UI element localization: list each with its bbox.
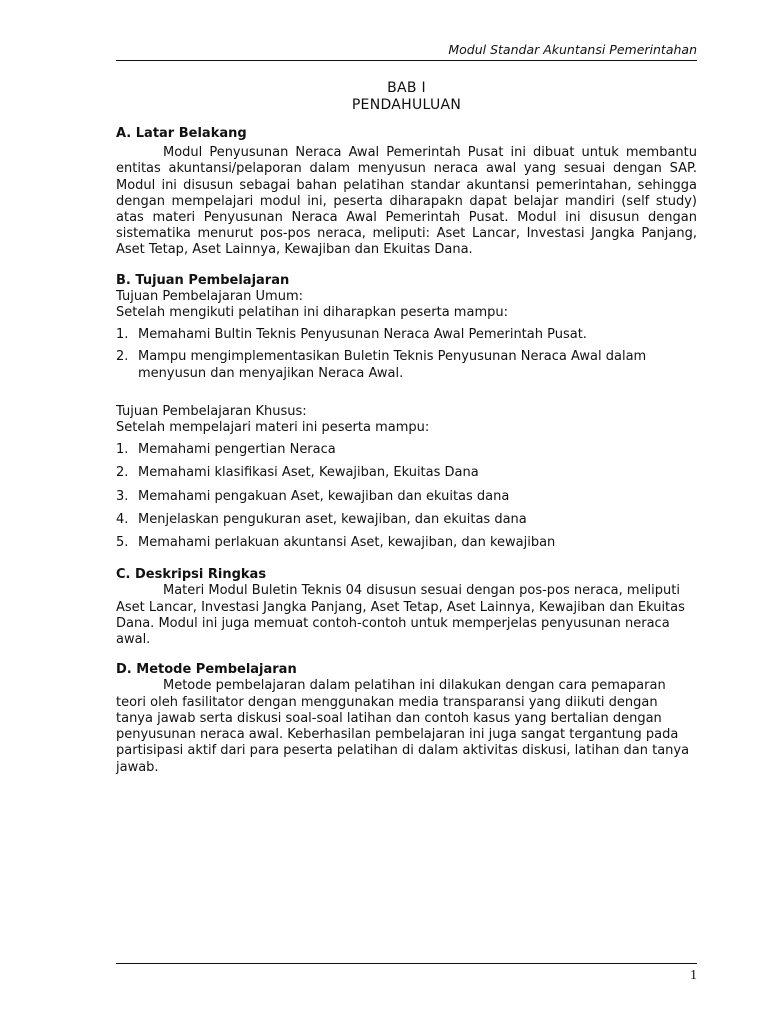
section-d-heading: D. Metode Pembelajaran <box>116 662 297 678</box>
list-item <box>116 327 697 343</box>
list-item-text: Menjelaskan pengukuran aset, kewajiban, dan ekuitas dana <box>138 511 527 527</box>
section-d-paragraph: Metode pembelajaran dalam pelatihan ini dilakukan dengan cara pemaparan teori oleh fasilitator dengan menggunakan media transparansi yang diikuti dengan tanya jawab serta diskusi soal-soal latihan dan contoh kasus yang bertalian dengan penyusunan neraca awal. Keberhasilan pembelajaran ini juga sangat tergantung pada partisipasi aktif dari para peserta pelatihan di dalam aktivitas diskusi, latihan dan tanya jawab. <box>116 678 690 775</box>
header-rule <box>116 60 697 61</box>
list-item <box>116 535 697 551</box>
objective-general-label: Tujuan Pembelajaran Umum: <box>116 288 303 304</box>
list-item-number: 4. <box>116 511 129 527</box>
list-item <box>116 442 697 458</box>
list-item-text: Memahami klasifikasi Aset, Kewajiban, Ekuitas Dana <box>138 465 479 481</box>
document-body <box>116 126 697 776</box>
list-item-number: 2. <box>116 465 129 481</box>
objective-specific-list <box>116 442 697 551</box>
chapter-number: BAB I <box>387 80 426 96</box>
section-a-paragraph: Modul Penyusunan Neraca Awal Pemerintah Pusat ini dibuat untuk membantu entitas akuntansi/pelaporan dalam menyusun neraca awal yang sesuai dengan SAP. Modul ini disusun sebagai bahan pelatihan standar akuntansi pemerintahan, sehingga dengan mempelajari modul ini, peserta diharapakn dapat belajar mandiri (self study) atas materi Penyusunan Neraca Awal Pemerintah Pusat. Modul ini disusun dengan sistematika menurut pos-pos neraca, meliputi: Aset Lancar, Investasi Jangka Panjang, Aset Tetap, Aset Lainnya, Kewajiban dan Ekuitas Dana. <box>116 145 697 258</box>
list-item-number: 1. <box>116 442 129 458</box>
section-c-heading: C. Deskripsi Ringkas <box>116 567 267 583</box>
list-item-number: 5. <box>116 535 129 551</box>
page-number: 1 <box>690 968 697 983</box>
list-item-text: Memahami perlakuan akuntansi Aset, kewajiban, dan kewajiban <box>138 535 556 551</box>
list-item <box>116 512 697 528</box>
objective-general-intro: Setelah mengikuti pelatihan ini diharapkan peserta mampu: <box>116 305 508 321</box>
section-c-paragraph: Materi Modul Buletin Teknis 04 disusun sesuai dengan pos-pos neraca, meliputi Aset Lancar, Investasi Jangka Panjang, Aset Tetap, Aset Lainnya, Kewajiban dan Ekuitas Dana. Modul ini juga memuat contoh-contoh untuk memperjelas penyusunan neraca awal. <box>116 583 685 648</box>
chapter-title: PENDAHULUAN <box>351 97 462 113</box>
list-item-number: 2. <box>116 349 129 365</box>
objective-general-list <box>116 327 697 382</box>
section-a-heading: A. Latar Belakang <box>116 126 247 141</box>
objective-specific-label: Tujuan Pembelajaran Khusus: <box>116 403 307 419</box>
list-item-text: Memahami pengakuan Aset, kewajiban dan ekuitas dana <box>138 488 510 504</box>
section-b-heading: B. Tujuan Pembelajaran <box>116 272 290 288</box>
list-item <box>116 349 697 381</box>
list-item <box>116 465 697 481</box>
objective-specific-intro: Setelah mempelajari materi ini peserta mampu: <box>116 420 430 436</box>
running-header: Modul Standar Akuntansi Pemerintahan <box>448 42 697 57</box>
list-item-text: Mampu mengimplementasikan Buletin Teknis Penyusunan Neraca Awal dalam menyusun dan menyajikan Neraca Awal. <box>138 349 647 381</box>
list-item-number: 3. <box>116 488 129 504</box>
footer-rule <box>116 963 697 964</box>
list-item-text: Memahami pengertian Neraca <box>138 442 336 458</box>
list-item-number: 1. <box>116 327 129 343</box>
list-item <box>116 489 697 505</box>
list-item-text: Memahami Bultin Teknis Penyusunan Neraca Awal Pemerintah Pusat. <box>138 327 587 343</box>
